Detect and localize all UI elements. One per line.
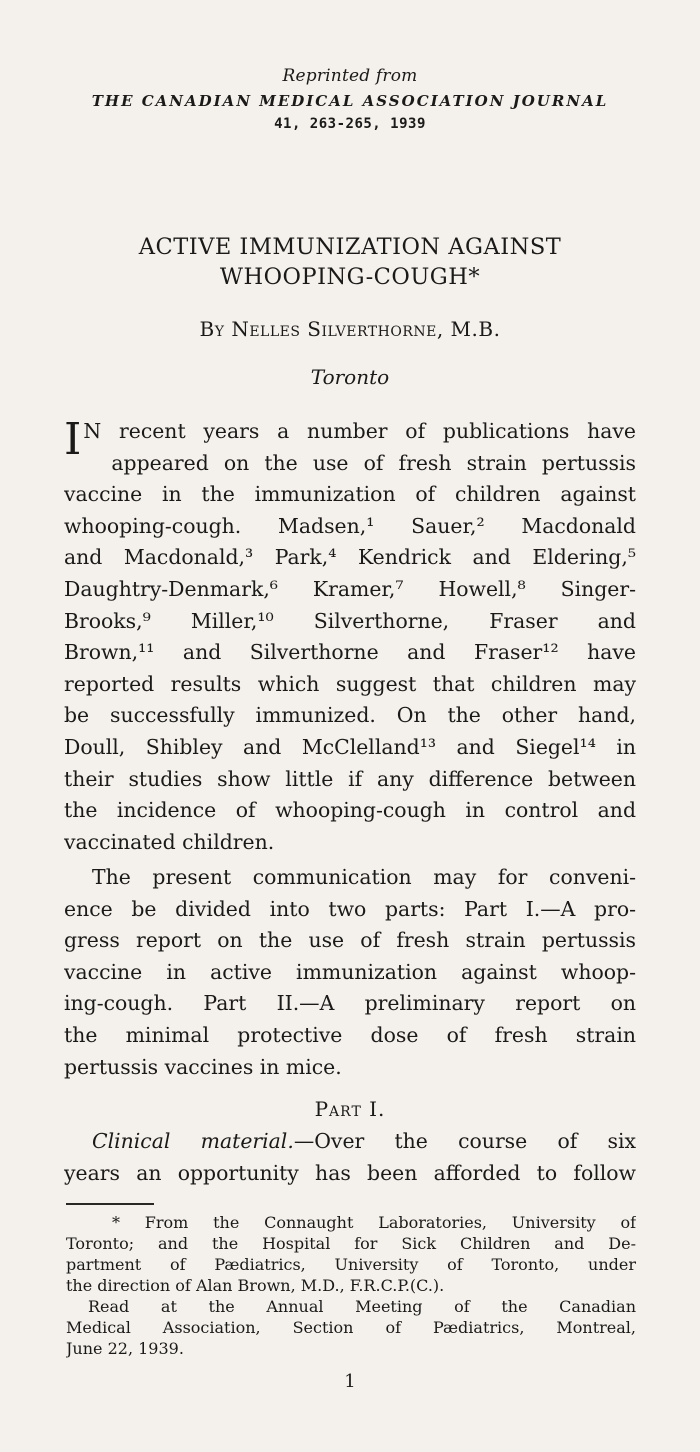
text-line: N recent years a number of publications have [83, 419, 636, 443]
drop-cap: I [64, 414, 82, 465]
text-line: gress report on the use of fresh strain pertussis [64, 928, 636, 953]
text-line: pertussis vaccines in mice. [64, 1054, 342, 1079]
footnote-line: partment of Pædiatrics, University of Toronto, under [66, 1255, 636, 1274]
footnote-line: the direction of Alan Brown, M.D., F.R.C.P.(C.). [66, 1276, 445, 1295]
article-title [0, 232, 700, 292]
text-line: years an opportunity has been afforded to follow [64, 1160, 636, 1185]
text-line: vaccine in the immunization of children against [64, 482, 636, 507]
footnote-line: June 22, 1939. [66, 1339, 184, 1358]
text-line [64, 1126, 636, 1158]
text-line: the minimal protective dose of fresh strain [64, 1022, 636, 1047]
text-line: and Macdonald,³ Park,⁴ Kendrick and Eldering,⁵ [64, 545, 636, 570]
text-line: whooping-cough. Madsen,¹ Sauer,² Macdonald [64, 513, 636, 538]
author-location: Toronto [310, 365, 390, 389]
footnote-line: Read at the Annual Meeting of the Canadian [88, 1297, 636, 1316]
text-line: reported results which suggest that children may [64, 671, 636, 696]
page-number: 1 [344, 1371, 356, 1392]
text-line: vaccine in active immunization against whoop- [64, 959, 636, 984]
paragraph-introduction [64, 416, 636, 858]
footnotes [66, 1212, 636, 1359]
footnote-line: Medical Association, Section of Pædiatrics, Montreal, [66, 1318, 636, 1337]
section-heading: Part I. [314, 1097, 386, 1121]
run-in-heading: Clinical material. [92, 1129, 294, 1153]
text-run: —Over the course of six [293, 1129, 636, 1153]
text-line: be successfully immunized. On the other hand, [64, 703, 636, 728]
text-line: Brooks,⁹ Miller,¹⁰ Silverthorne, Fraser and [64, 608, 636, 633]
article-title-line-2: WHOOPING-COUGH* [219, 264, 481, 290]
text-line: the incidence of whooping-cough in control and [64, 798, 636, 823]
reprint-notice: Reprinted from [282, 66, 418, 86]
paragraph-overview [64, 862, 636, 1083]
text-line: their studies show little if any difference between [64, 766, 636, 791]
journal-name: THE CANADIAN MEDICAL ASSOCIATION JOURNAL [91, 92, 609, 110]
text-line: appeared on the use of fresh strain pertussis [111, 450, 636, 475]
footnote-line: * From the Connaught Laboratories, University of [112, 1213, 636, 1232]
footnote-divider [66, 1203, 154, 1205]
paragraph-clinical-material [64, 1126, 636, 1189]
author-byline: By Nelles Silverthorne, M.B. [199, 317, 501, 341]
text-line: The present communication may for conveni- [92, 865, 636, 889]
text-line: vaccinated children. [64, 829, 275, 854]
text-line: Doull, Shibley and McClelland¹³ and Siegel¹⁴ in [64, 734, 636, 759]
footnote-line: Toronto; and the Hospital for Sick Children and De- [66, 1234, 636, 1253]
journal-citation: 41, 263-265, 1939 [274, 116, 426, 132]
article-title-line-1: ACTIVE IMMUNIZATION AGAINST [138, 234, 562, 260]
text-line: Brown,¹¹ and Silverthorne and Fraser¹² have [64, 640, 636, 665]
text-line: ence be divided into two parts: Part I.—A pro- [64, 896, 636, 921]
text-line: ing-cough. Part II.—A preliminary report on [64, 991, 636, 1016]
text-line: Daughtry-Denmark,⁶ Kramer,⁷ Howell,⁸ Singer- [64, 576, 636, 601]
